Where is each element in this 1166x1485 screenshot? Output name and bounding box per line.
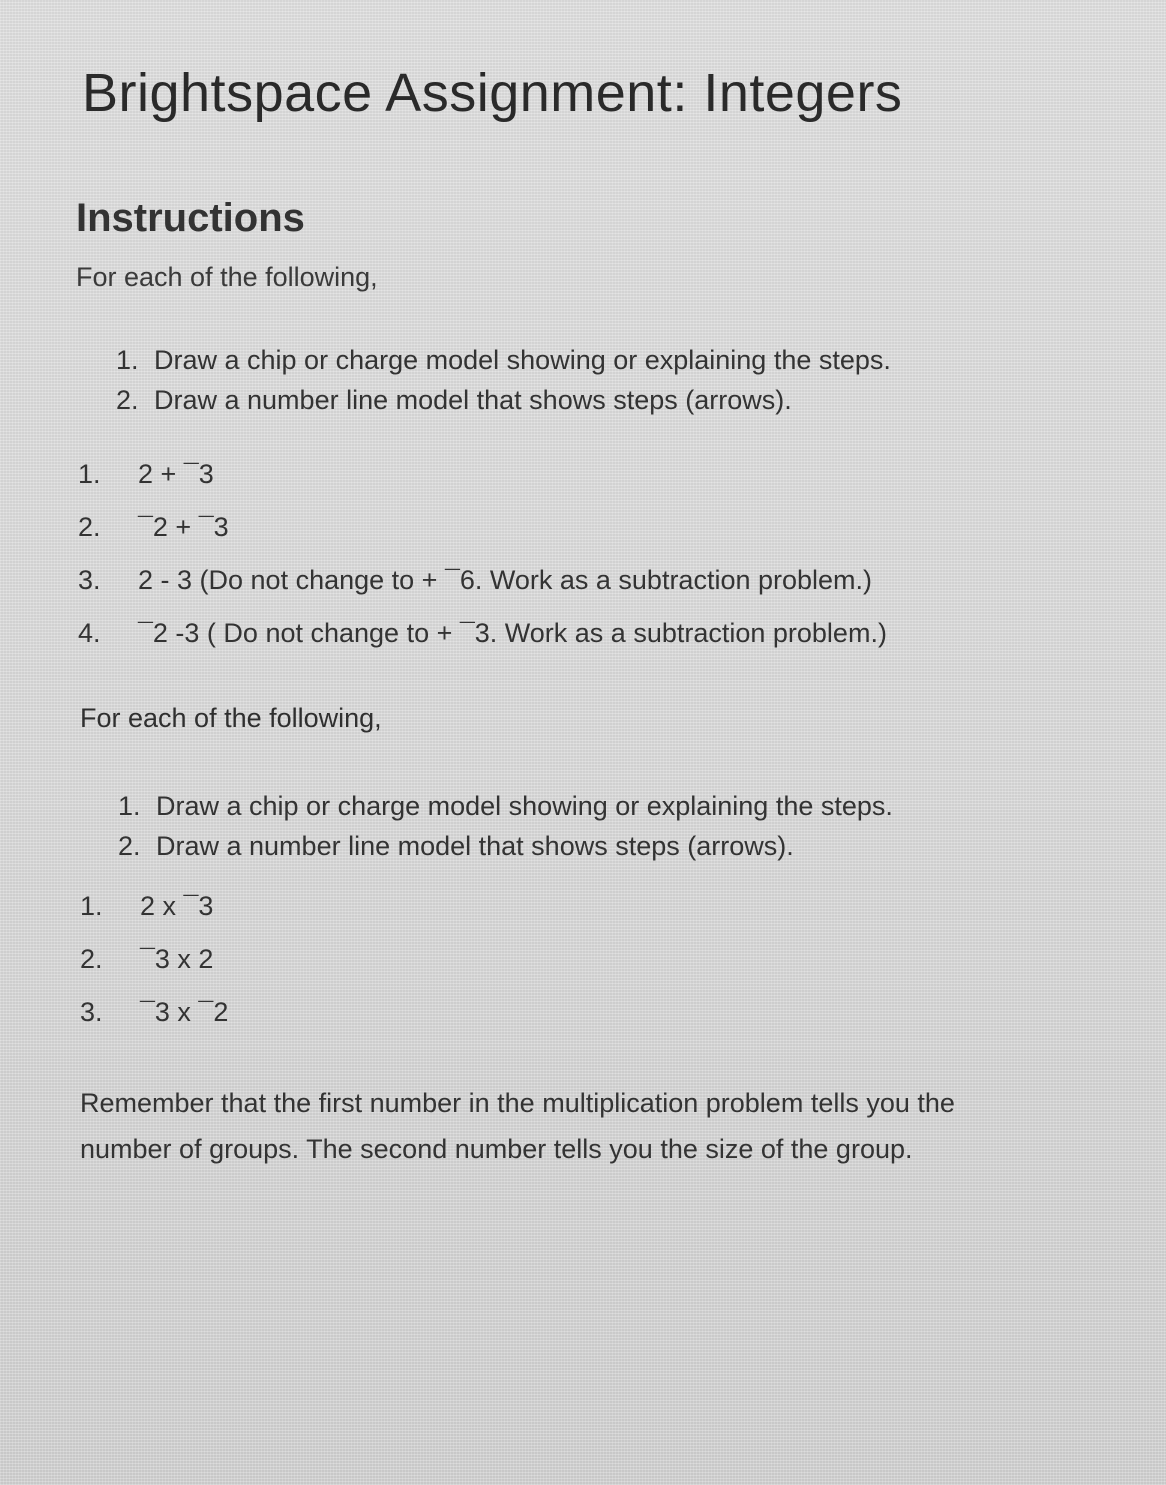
problem-text: ¯2 + ¯3	[138, 512, 229, 542]
page-title: Brightspace Assignment: Integers	[82, 63, 903, 123]
problem-text: 2 x ¯3	[140, 891, 214, 921]
section-1-steps	[116, 340, 891, 420]
problem-text: ¯3 x 2	[140, 944, 214, 974]
step-item	[118, 786, 893, 826]
step-text: Draw a number line model that shows steps (arrows).	[154, 384, 792, 415]
problem-item	[78, 607, 887, 660]
step-text: Draw a chip or charge model showing or explaining the steps.	[154, 344, 891, 375]
problem-item	[78, 554, 887, 607]
reminder-paragraph: Remember that the first number in the multiplication problem tells you the number of groups. The second number tells you the size of the group.	[80, 1088, 955, 1164]
step-item	[118, 826, 893, 866]
section-1-problems	[78, 448, 887, 660]
problem-number: 2.	[80, 944, 103, 974]
problem-number: 3.	[78, 565, 101, 595]
problem-item	[80, 986, 228, 1039]
section-2-problems	[80, 880, 228, 1039]
problem-number: 3.	[80, 997, 103, 1027]
section-2-steps	[118, 786, 893, 866]
step-number: 1.	[118, 790, 141, 821]
instructions-heading: Instructions	[76, 196, 305, 240]
step-number: 2.	[116, 384, 139, 415]
step-item	[116, 340, 891, 380]
problem-number: 1.	[80, 891, 103, 921]
problem-item	[80, 933, 228, 986]
problem-text: ¯2 -3 ( Do not change to + ¯3. Work as a subtraction problem.)	[138, 618, 887, 648]
section-2-intro: For each of the following,	[80, 703, 382, 733]
problem-text: 2 + ¯3	[138, 459, 214, 489]
step-text: Draw a number line model that shows steps (arrows).	[156, 830, 794, 861]
problem-number: 2.	[78, 512, 101, 542]
problem-item	[78, 501, 887, 554]
problem-number: 4.	[78, 618, 101, 648]
step-number: 2.	[118, 830, 141, 861]
section-1-intro: For each of the following,	[76, 262, 378, 292]
step-text: Draw a chip or charge model showing or explaining the steps.	[156, 790, 893, 821]
step-item	[116, 380, 891, 420]
problem-item	[78, 448, 887, 501]
problem-item	[80, 880, 228, 933]
step-number: 1.	[116, 344, 139, 375]
problem-text: ¯3 x ¯2	[140, 997, 229, 1027]
problem-text: 2 - 3 (Do not change to + ¯6. Work as a subtraction problem.)	[138, 565, 873, 595]
problem-number: 1.	[78, 459, 101, 489]
